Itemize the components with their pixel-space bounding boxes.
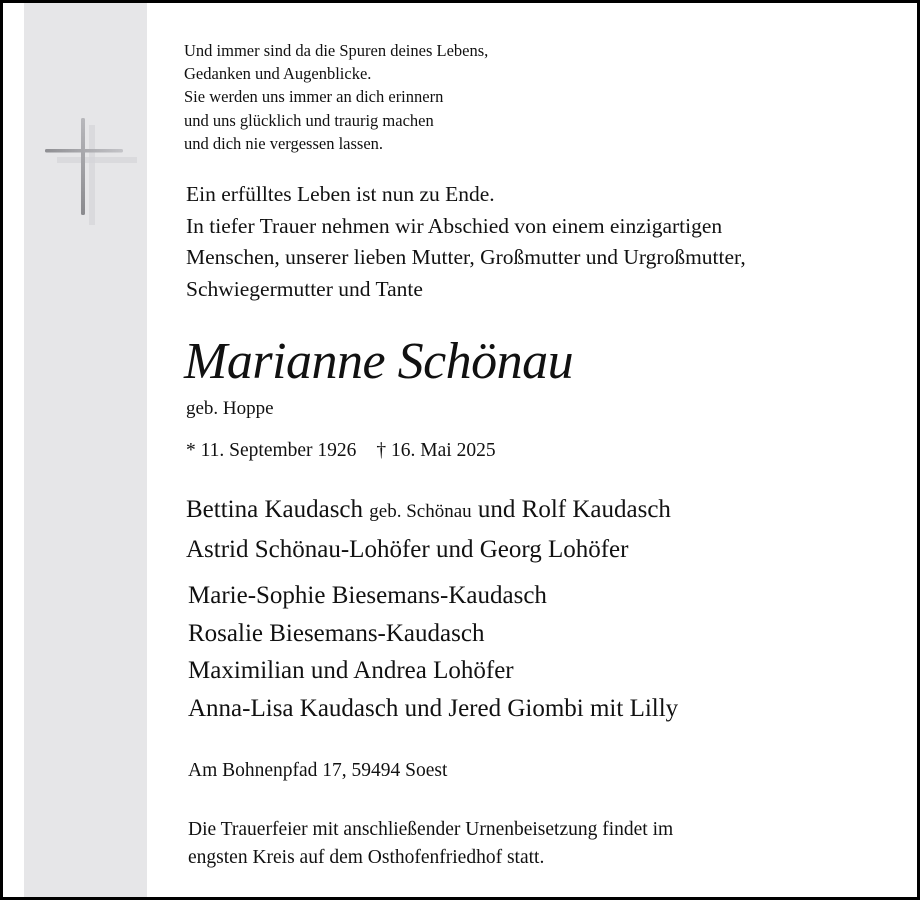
service-line: Die Trauerfeier mit anschließender Urnenbeisetzung findet im	[188, 819, 674, 840]
family-maiden-name: geb. Schönau	[369, 501, 472, 522]
family-line: Maximilian und Andrea Lohöfer	[188, 657, 514, 684]
service-info	[188, 816, 673, 872]
family-line: Rosalie Biesemans-Kaudasch	[188, 619, 485, 647]
intro-line: Menschen, unserer lieben Mutter, Großmutter und Urgroßmutter,	[186, 245, 746, 269]
cross-icon	[43, 113, 139, 228]
poem-line: Gedanken und Augenblicke.	[184, 64, 372, 84]
deceased-name: Marianne Schönau	[184, 333, 574, 390]
address: Am Bohnenpfad 17, 59494 Soest	[188, 760, 448, 781]
intro-line: Ein erfülltes Leben ist nun zu Ende.	[186, 182, 495, 206]
intro-line: Schwiegermutter und Tante	[186, 276, 423, 301]
intro-text	[186, 179, 746, 305]
family-name: Bettina Kaudasch	[186, 496, 364, 523]
family-line: Astrid Schönau-Lohöfer und Georg Lohöfer	[186, 536, 629, 563]
family-partner: und Rolf Kaudasch	[477, 496, 671, 523]
family-line	[186, 491, 671, 531]
poem-line: Sie werden uns immer an dich erinnern	[184, 87, 444, 107]
family-children	[186, 491, 671, 569]
family-grandchildren	[188, 577, 678, 727]
family-line: Marie-Sophie Biesemans-Kaudasch	[188, 582, 547, 609]
maiden-name: geb. Hoppe	[186, 398, 274, 419]
service-line: engsten Kreis auf dem Osthofenfriedhof statt.	[188, 847, 545, 868]
poem-line: und dich nie vergessen lassen.	[184, 133, 384, 153]
poem-line: und uns glücklich und traurig machen	[184, 110, 434, 130]
family-line: Anna-Lisa Kaudasch und Jered Giombi mit Lilly	[188, 694, 679, 722]
life-dates	[186, 438, 496, 464]
poem	[184, 39, 488, 155]
death-date: † 16. Mai 2025	[376, 440, 496, 461]
poem-line: Und immer sind da die Spuren deines Lebens,	[184, 41, 489, 60]
intro-line: In tiefer Trauer nehmen wir Abschied von einem einzigartigen	[186, 213, 723, 238]
birth-date: * 11. September 1926	[186, 440, 357, 461]
